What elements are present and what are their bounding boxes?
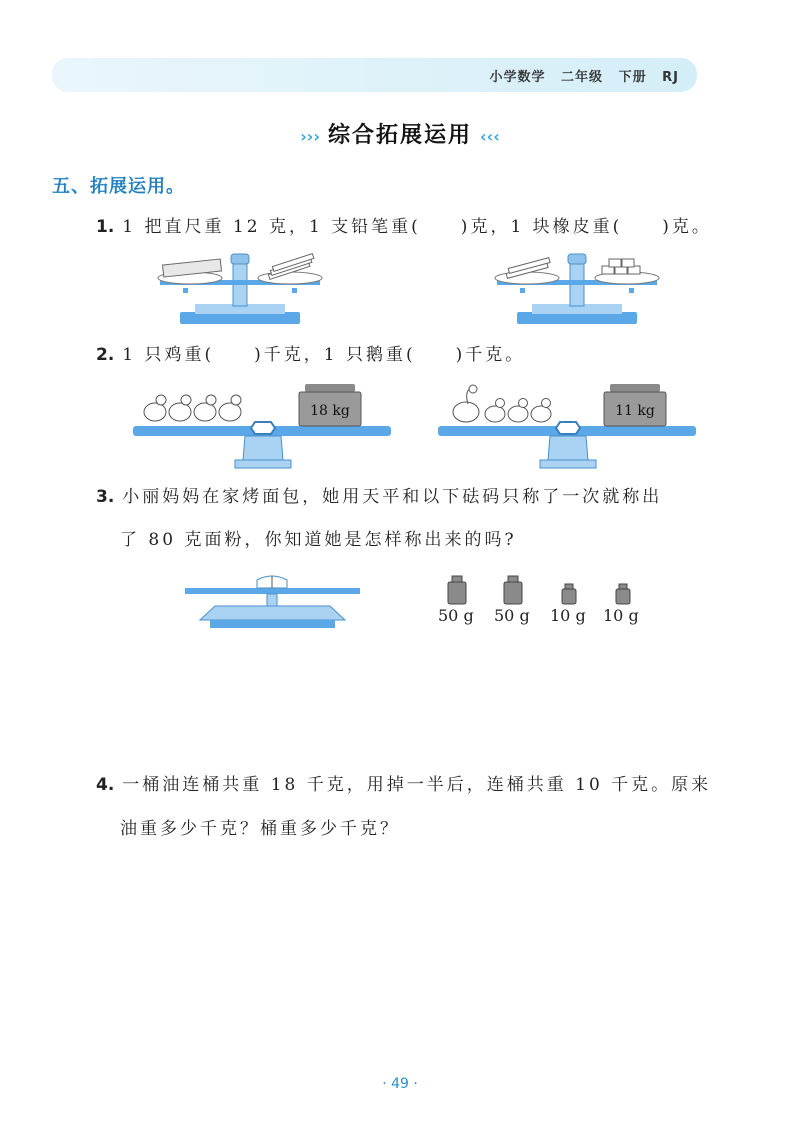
balance-ruler-vs-pencils [155,250,325,330]
header-subject: 小学数学 [489,70,546,85]
header-text [480,66,680,85]
weight-label-4: 10 g [603,606,639,625]
weight-label-3: 10 g [550,606,586,625]
left-chevrons-icon: ››› [300,127,320,146]
balance-pointer [231,254,249,264]
question-3-line-2: 了 80 克面粉，你知道她是怎样称出来的吗? [120,530,517,550]
balance-pointer [568,254,586,264]
question-1 [96,212,712,242]
scale-stand [243,436,283,460]
goose-icon [453,385,479,422]
right-pan [258,272,322,284]
chickens-icon [485,399,551,423]
question-4-number: 4. [96,775,115,795]
question-2-text: 1 只鸡重( )千克，1 只鹅重( )千克。 [122,345,526,365]
scale-chickens-vs-weight [133,382,393,472]
left-pan [495,272,559,284]
weight-icon [616,584,630,604]
weight-icon [562,584,576,604]
question-3-line-1: 小丽妈妈在家烤面包，她用天平和以下砝码只称了一次就称出 [122,487,663,507]
weights-set [445,572,645,606]
weight-icon [448,576,466,604]
header-grade: 二年级 [561,70,604,85]
weight-18kg-label: 18 kg [310,403,350,419]
chickens-icon [144,395,241,421]
erasers-icon [602,259,640,274]
question-3-number: 3. [96,487,115,507]
hex-bolt-icon [556,422,580,434]
subsection-heading: 五、拓展运用。 [52,176,185,197]
question-1-number: 1. [96,217,115,237]
weight-label-2: 50 g [494,606,530,625]
balance-pencils-vs-erasers [492,250,662,330]
weight-icon [504,576,522,604]
scale-goose-vs-weight [438,382,698,472]
weight-label-1: 50 g [438,606,474,625]
weight-11kg-label: 11 kg [615,403,655,419]
balance-empty [185,572,360,632]
right-chevrons-icon: ‹‹‹ [480,127,500,146]
question-4-line-1: 一桶油连桶共重 18 千克，用掉一半后，连桶共重 10 千克。原来 [122,775,712,795]
question-2-number: 2. [96,345,115,365]
section-title [0,118,800,149]
question-4 [96,770,711,800]
hex-bolt-icon [251,422,275,434]
question-4-line-2: 油重多少千克？桶重多少千克？ [120,819,400,839]
question-2 [96,340,525,370]
scale-stand [548,436,588,460]
section-title-text: 综合拓展运用 [327,123,472,148]
header-edition: RJ [662,70,679,85]
question-3 [96,482,662,512]
page-number: · 49 · [382,1076,418,1092]
header-bar [52,58,697,92]
question-1-text: 1 把直尺重 12 克，1 支铅笔重( )克，1 块橡皮重( )克。 [122,217,712,237]
balance-base [200,606,345,620]
header-term: 下册 [618,70,647,85]
balance-beam [185,588,360,594]
